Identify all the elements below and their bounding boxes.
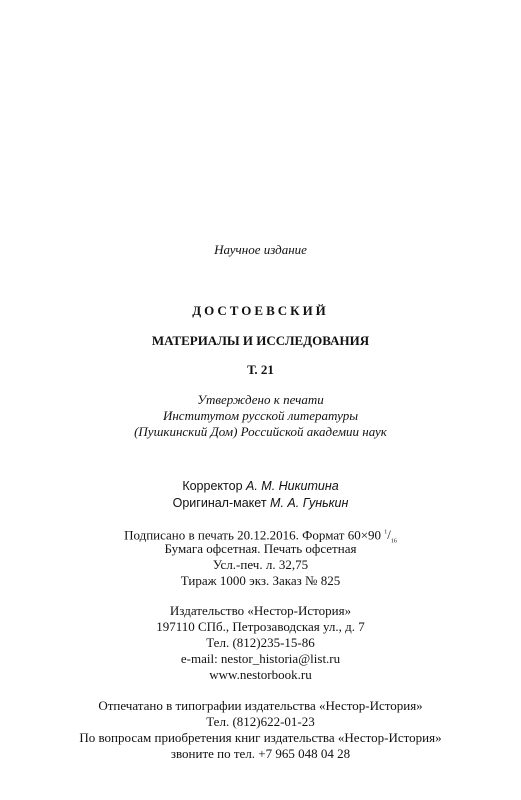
sheets-line: Усл.-печ. л. 32,75	[212, 557, 309, 572]
publisher-website: www.nestorbook.ru	[209, 667, 312, 682]
run-line: Тираж 1000 экз. Заказ № 825	[180, 573, 341, 588]
printed-at: Отпечатано в типографии издательства «Нестор-История»	[98, 698, 423, 713]
publisher-name: Издательство «Нестор-История»	[169, 603, 352, 618]
corrector-name: А. М. Никитина	[246, 479, 339, 493]
layout-label: Оригинал-макет	[172, 496, 267, 510]
book-subtitle: МАТЕРИАЛЫ И ИССЛЕДОВАНИЯ	[151, 333, 370, 348]
layout-line	[0, 495, 521, 511]
volume-number: Т. 21	[247, 362, 274, 377]
publisher-address: 197110 СПб., Петрозаводская ул., д. 7	[156, 619, 365, 634]
layout-name: М. А. Гунькин	[270, 496, 349, 510]
purchase-info: По вопросам приобретения книг издательства «Нестор-История»	[79, 730, 442, 745]
corrector-line	[0, 478, 521, 494]
approval-line-1: Утверждено к печати	[197, 392, 324, 407]
printing-phone: Тел. (812)622-01-23	[206, 714, 315, 729]
format-fraction: $^1/_{16}$	[384, 527, 397, 545]
edition-type: Научное издание	[214, 242, 307, 257]
signed-text: Подписано в печать 20.12.2016. Формат 60×90	[124, 527, 382, 543]
corrector-label: Корректор	[182, 479, 243, 493]
approval-line-2: Институтом русской литературы	[162, 408, 359, 423]
publisher-email: e-mail: nestor_historia@list.ru	[180, 651, 341, 666]
approval-line-3: (Пушкинский Дом) Российской академии наук	[134, 424, 387, 439]
call-info: звоните по тел. +7 965 048 04 28	[170, 746, 351, 761]
book-title: ДОСТОЕВСКИЙ	[192, 303, 329, 318]
paper-line: Бумага офсетная. Печать офсетная	[164, 541, 357, 556]
publisher-phone: Тел. (812)235-15-86	[206, 635, 315, 650]
